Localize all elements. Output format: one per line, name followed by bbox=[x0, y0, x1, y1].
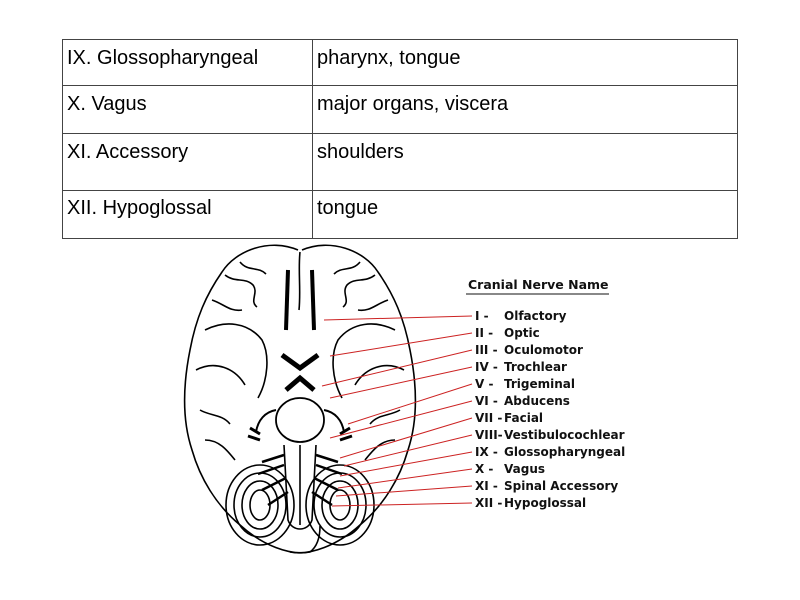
label-num-2: II - bbox=[475, 326, 494, 340]
label-num-7: VII - bbox=[475, 411, 503, 425]
nerve-labels bbox=[475, 309, 625, 510]
leader-line-oculomotor bbox=[322, 350, 472, 386]
leader-line-hypoglossal bbox=[332, 503, 472, 506]
function-cell: major organs, viscera bbox=[313, 86, 738, 134]
label-num-10: X - bbox=[475, 462, 494, 476]
label-name-4: Trochlear bbox=[504, 360, 567, 374]
label-num-6: VI - bbox=[475, 394, 498, 408]
leader-line-facial bbox=[340, 418, 472, 458]
label-num-12: XII - bbox=[475, 496, 503, 510]
label-name-6: Abducens bbox=[504, 394, 570, 408]
label-name-8: Vestibulocochlear bbox=[504, 428, 625, 442]
leader-line-spinal-accessory bbox=[336, 486, 472, 496]
function-cell: tongue bbox=[313, 191, 738, 239]
label-name-1: Olfactory bbox=[504, 309, 567, 323]
label-name-11: Spinal Accessory bbox=[504, 479, 619, 493]
label-num-1: I - bbox=[475, 309, 489, 323]
leader-line-trochlear bbox=[330, 367, 472, 398]
brain-illustration bbox=[185, 245, 416, 553]
label-name-10: Vagus bbox=[504, 462, 546, 476]
nerve-cell: IX. Glossopharyngeal bbox=[63, 40, 313, 86]
diagram-title: Cranial Nerve Name bbox=[468, 277, 609, 292]
function-cell: pharynx, tongue bbox=[313, 40, 738, 86]
label-num-4: IV - bbox=[475, 360, 498, 374]
label-num-3: III - bbox=[475, 343, 498, 357]
nerve-cell: XI. Accessory bbox=[63, 134, 313, 191]
leader-line-optic bbox=[330, 333, 472, 356]
label-name-2: Optic bbox=[504, 326, 540, 340]
label-name-9: Glossopharyngeal bbox=[504, 445, 626, 459]
label-name-7: Facial bbox=[504, 411, 544, 425]
nerve-cell: X. Vagus bbox=[63, 86, 313, 134]
label-num-8: VIII- bbox=[475, 428, 503, 442]
label-num-5: V - bbox=[475, 377, 494, 391]
label-name-5: Trigeminal bbox=[504, 377, 575, 391]
label-name-12: Hypoglossal bbox=[504, 496, 587, 510]
leader-line-olfactory bbox=[324, 316, 472, 320]
nerve-cell: XII. Hypoglossal bbox=[63, 191, 313, 239]
function-cell: shoulders bbox=[313, 134, 738, 191]
label-num-11: XI - bbox=[475, 479, 498, 493]
label-name-3: Oculomotor bbox=[504, 343, 583, 357]
label-num-9: IX - bbox=[475, 445, 498, 459]
